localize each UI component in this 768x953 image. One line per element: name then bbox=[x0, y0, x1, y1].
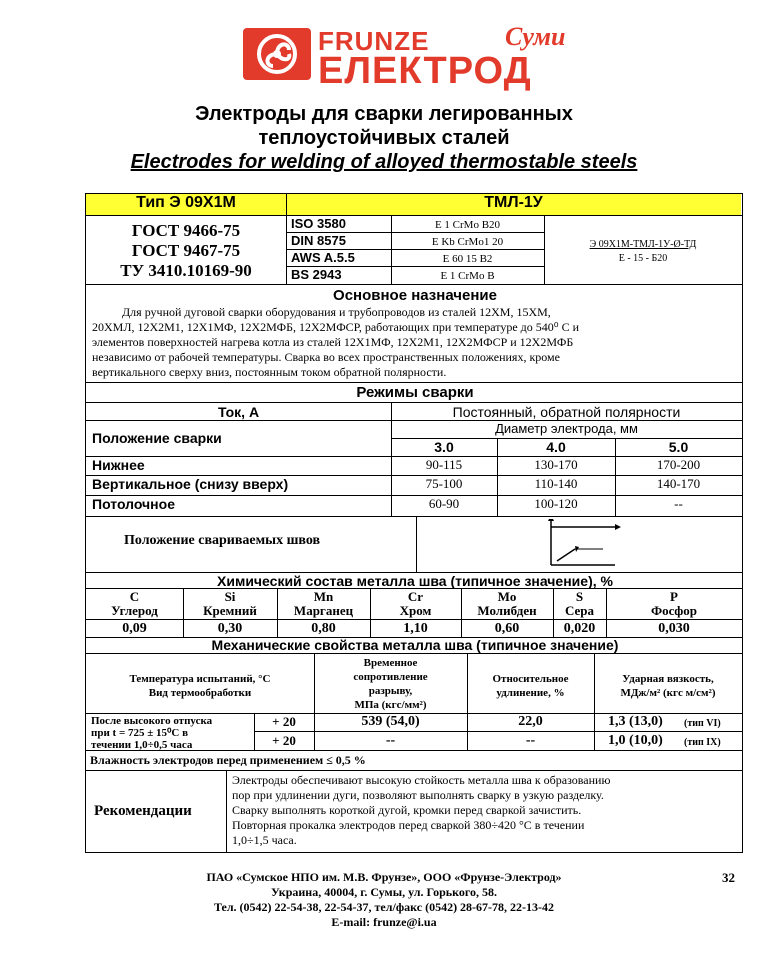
h-elongation: удлинение, % bbox=[496, 687, 565, 699]
mode-row-label: Потолочное bbox=[92, 496, 175, 512]
mech-strength: 539 (54,0) bbox=[361, 714, 420, 729]
mech-elongation: 22,0 bbox=[518, 714, 543, 729]
seam-positions-icon bbox=[541, 519, 621, 576]
humidity-note: Влажность электродов перед применением ≤ 0,5 % bbox=[90, 753, 366, 767]
chem-symbol: Cr bbox=[407, 589, 424, 604]
recommendation-line: 1,0÷1,5 часа. bbox=[232, 833, 297, 847]
gost-2: ГОСТ 9467-75 bbox=[131, 241, 241, 260]
standard-name: ISO 3580 bbox=[291, 216, 346, 231]
chem-symbol: C bbox=[129, 589, 140, 604]
mode-value: 75-100 bbox=[425, 476, 463, 491]
chem-value: 0,020 bbox=[563, 621, 596, 636]
chem-symbol: Si bbox=[224, 589, 236, 604]
footer-company: ПАО «Сумское НПО им. М.В. Фрунзе», ООО «Фрунзе-Электрод» bbox=[206, 870, 562, 884]
chem-name: Хром bbox=[399, 603, 432, 618]
recommendation-line: Электроды обеспечивают высокую стойкость металла шва к образованию bbox=[232, 773, 611, 787]
mechanical-heading: Механические свойства металла шва (типичное значение) bbox=[211, 637, 619, 653]
chem-value: 0,09 bbox=[122, 621, 147, 636]
treatment-line: течении 1,0÷0,5 часа bbox=[91, 739, 193, 751]
title-line-2: теплоустойчивых сталей bbox=[258, 127, 510, 149]
purpose-line: Для ручной дуговой сварки оборудования и трубопроводов из сталей 12ХМ, 15ХМ, bbox=[122, 305, 551, 319]
title-line-1: Электроды для сварки легированных bbox=[195, 103, 573, 125]
brand-name: FRUNZE bbox=[318, 26, 430, 56]
mech-impact-note: (тип VI) bbox=[684, 718, 721, 729]
chemistry-heading: Химический состав металла шва (типичное значение), % bbox=[217, 573, 613, 589]
company-logo-icon bbox=[243, 28, 311, 80]
diameter-value: 5.0 bbox=[668, 439, 689, 455]
treatment-line: при t = 725 ± 15⁰С в bbox=[91, 727, 189, 739]
chem-name: Углерод bbox=[111, 603, 158, 618]
mech-impact-note: (тип IX) bbox=[684, 737, 721, 748]
h-strength: Временное bbox=[363, 657, 418, 669]
mode-value: 60-90 bbox=[428, 496, 460, 511]
position-label: Положение сварки bbox=[92, 430, 222, 446]
mode-value: 170-200 bbox=[656, 457, 701, 472]
standard-name: DIN 8575 bbox=[291, 233, 346, 248]
chem-name: Кремний bbox=[203, 603, 257, 618]
tu-spec: ТУ 3410.10169-90 bbox=[120, 261, 252, 280]
h-treatment: Вид термообработки bbox=[148, 687, 252, 699]
purpose-heading: Основное назначение bbox=[333, 287, 497, 304]
mech-elongation: -- bbox=[525, 733, 536, 748]
mech-impact: 1,3 (13,0) bbox=[608, 714, 663, 729]
mode-value: 110-140 bbox=[534, 476, 578, 491]
standard-value: E 60 15 B2 bbox=[442, 253, 493, 265]
chem-symbol: Mn bbox=[313, 589, 334, 604]
chem-value: 0,60 bbox=[494, 621, 520, 636]
mode-row-label: Нижнее bbox=[92, 457, 145, 473]
designation-line-1: Э 09Х1М-ТМЛ-1У-Ø-ТД bbox=[589, 239, 697, 250]
purpose-line: 20ХМЛ, 12Х2М1, 12Х1МФ, 12Х2МФБ, 12Х2МФСР, работающих при температуре до 540⁰ С и bbox=[92, 320, 579, 334]
standard-value: E 1 CrMo B bbox=[440, 270, 495, 282]
mode-value: 140-170 bbox=[656, 476, 701, 491]
chem-symbol: P bbox=[670, 589, 678, 604]
recommendations-label: Рекомендации bbox=[94, 803, 192, 819]
standard-value: E Kb CrMo1 20 bbox=[431, 236, 504, 248]
h-impact: МДж/м² (кгс м/см²) bbox=[620, 687, 716, 699]
page-number: 32 bbox=[722, 870, 735, 885]
treatment-line: После высокого отпуска bbox=[91, 715, 213, 727]
h-impact: Ударная вязкость, bbox=[622, 673, 714, 685]
mech-temp: + 20 bbox=[272, 714, 296, 729]
h-elongation: Относительное bbox=[492, 673, 569, 685]
seams-label: Положение свариваемых швов bbox=[124, 533, 321, 548]
chem-value: 1,10 bbox=[403, 621, 428, 636]
mech-impact: 1,0 (10,0) bbox=[608, 733, 663, 748]
standard-name: BS 2943 bbox=[291, 267, 342, 282]
chem-name: Фосфор bbox=[651, 603, 697, 618]
recommendation-line: Сварку выполнять короткой дугой, кромки перед сваркой зачистить. bbox=[232, 803, 582, 817]
footer-address: Украина, 40004, г. Сумы, ул. Горького, 58. bbox=[270, 885, 498, 899]
mode-value: 100-120 bbox=[534, 496, 578, 511]
recommendation-line: пор при удлинении дуги, позволяют выполнять сварку в узкую разделку. bbox=[232, 788, 604, 802]
mode-value: -- bbox=[674, 496, 683, 511]
mode-value: 90-115 bbox=[425, 457, 463, 472]
standard-name: AWS A.5.5 bbox=[291, 250, 355, 265]
chem-symbol: S bbox=[575, 589, 584, 604]
mode-row-label: Вертикальное (снизу вверх) bbox=[92, 476, 289, 492]
chem-value: 0,30 bbox=[217, 621, 243, 636]
diameter-value: 3.0 bbox=[434, 439, 454, 455]
mech-strength: -- bbox=[385, 733, 396, 748]
diameter-value: 4.0 bbox=[546, 439, 566, 455]
type-label: Тип Э 09Х1М bbox=[136, 194, 236, 211]
mode-value: 130-170 bbox=[534, 457, 578, 472]
current-label: Ток, А bbox=[217, 404, 260, 420]
h-strength: сопротивление bbox=[353, 671, 428, 683]
modes-heading: Режимы сварки bbox=[356, 384, 474, 401]
h-strength: МПа (кгс/мм²) bbox=[354, 699, 427, 711]
standard-value: E 1 CrMo B20 bbox=[434, 219, 501, 231]
spec-table bbox=[85, 193, 743, 771]
footer-phones: Тел. (0542) 22-54-38, 22-54-37, тел/факс (0542) 28-67-78, 22-13-42 bbox=[213, 900, 555, 914]
chem-name: Марганец bbox=[293, 603, 354, 618]
recommendations-box bbox=[85, 771, 743, 853]
purpose-line: независимо от рабочей температуры. Сварка во всех пространственных положениях, кроме bbox=[92, 350, 560, 364]
mech-temp: + 20 bbox=[272, 733, 296, 748]
h-temp: Температура испытаний, °С bbox=[129, 673, 271, 685]
brand-city: Суми bbox=[505, 22, 566, 51]
brand-main: ЕЛЕКТРОД bbox=[318, 50, 532, 92]
recommendation-line: Повторная прокалка электродов перед сваркой 380÷420 °С в течении bbox=[232, 818, 585, 832]
grade-label: ТМЛ-1У bbox=[484, 194, 543, 211]
h-strength: разрыву, bbox=[368, 685, 413, 697]
diameter-label: Диаметр электрода, мм bbox=[495, 421, 638, 436]
chem-name: Сера bbox=[564, 603, 595, 618]
chem-symbol: Mo bbox=[497, 589, 517, 604]
gost-1: ГОСТ 9466-75 bbox=[131, 221, 241, 240]
chem-name: Молибден bbox=[477, 603, 537, 618]
footer-email: E-mail: frunze@i.ua bbox=[331, 915, 437, 929]
chem-value: 0,80 bbox=[311, 621, 336, 636]
designation-line-2: Е - 15 - Б20 bbox=[618, 253, 668, 264]
purpose-line: вертикального сверху вниз, постоянным током обратной полярности. bbox=[92, 365, 447, 379]
chem-value: 0,030 bbox=[658, 621, 690, 636]
title-english: Electrodes for welding of alloyed thermostable steels bbox=[130, 151, 638, 173]
current-value: Постоянный, обратной полярности bbox=[452, 404, 681, 420]
purpose-line: элементов поверхностей нагрева котла из сталей 12Х1МФ, 12Х2М1, 12Х2МФСР и 12Х2МФБ bbox=[92, 335, 574, 349]
